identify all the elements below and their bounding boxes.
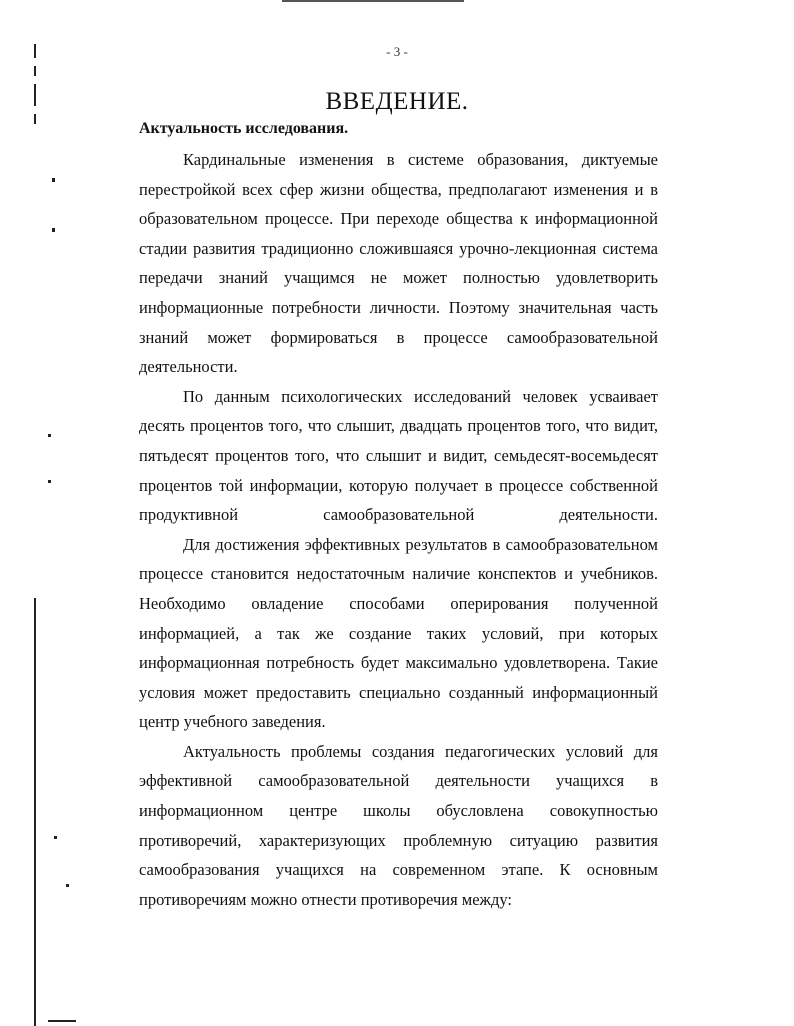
paragraph-3: Для достижения эффективных результатов в самообразовательном процессе становится недостаточным наличие конспектов и учебников. Необходимо овладение способами оперирования полученной информацией, а так же создание таких условий, при которых информационная потребность будет максимально удовлетворена. Такие условия может предоставить специально созданный информационный центр учебного заведения. [139,534,658,732]
top-rule [282,0,464,2]
section-subheading: Актуальность исследования. [139,120,349,137]
page-title: ВВЕДЕНИЕ. [325,88,469,115]
paragraph-2: По данным психологических исследований человек усваивает десять процентов того, что слышит, двадцать процентов того, что видит, пятьдесят процентов того, что слышит и видит, семьдесят-восемьдесят процентов той информации, которую получает в процессе собственной продуктивной самообразовательной деятельности. [139,386,658,525]
scan-mark [48,434,51,437]
scan-mark [48,1020,76,1022]
scan-mark [34,66,36,76]
body-text [139,145,658,914]
scan-mark [52,178,55,182]
scan-mark [48,480,51,483]
scan-mark [52,228,55,232]
page-number: - 3 - [386,44,408,59]
scan-mark [54,836,57,839]
scan-mark [66,884,69,887]
paragraph-1: Кардинальные изменения в системе образования, диктуемые перестройкой всех сфер жизни общества, предполагают изменения и в образовательном процессе. При переходе общества к информационной стадии развития традиционно сложившаяся урочно-лекционная система передачи знаний учащимся не может полностью удовлетворить информационные потребности личности. Поэтому значительная часть знаний может формироваться в процессе самообразовательной деятельности. [139,150,658,377]
paragraph-4: Актуальность проблемы создания педагогических условий для эффективной самообразовательной деятельности учащихся в информационном центре школы обусловлена совокупностью противоречий, характеризующих проблемную ситуацию развития самообразования учащихся на современном этапе. К основным противоречиям можно отнести противоречия между: [139,741,658,909]
scan-mark [34,598,36,1026]
